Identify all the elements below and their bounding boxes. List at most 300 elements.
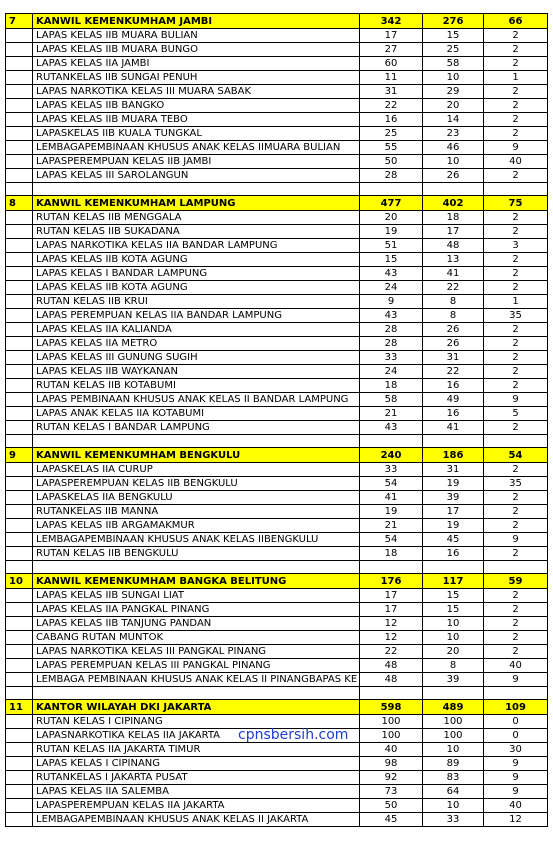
value-c[interactable]: 2: [484, 113, 548, 127]
unit-name[interactable]: LAPASNARKOTIKA KELAS IIA JAKARTA: [33, 729, 360, 743]
row-number[interactable]: [6, 295, 33, 309]
unit-name[interactable]: LAPAS KELAS IIB MUARA BUNGO: [33, 43, 360, 57]
value-a[interactable]: 100: [360, 729, 423, 743]
value-b[interactable]: 20: [423, 645, 484, 659]
unit-name[interactable]: LAPAS KELAS IIB WAYKANAN: [33, 365, 360, 379]
value-b[interactable]: 10: [423, 799, 484, 813]
region-total-c[interactable]: 59: [484, 574, 548, 589]
value-b[interactable]: 23: [423, 127, 484, 141]
empty-cell[interactable]: [484, 561, 548, 574]
value-b[interactable]: 64: [423, 785, 484, 799]
empty-cell[interactable]: [484, 687, 548, 700]
value-c[interactable]: 2: [484, 463, 548, 477]
unit-name[interactable]: LAPAS KELAS IIB KOTA AGUNG: [33, 253, 360, 267]
unit-name[interactable]: LAPAS NARKOTIKA KELAS III MUARA SABAK: [33, 85, 360, 99]
value-c[interactable]: 5: [484, 407, 548, 421]
unit-name[interactable]: RUTAN KELAS IIB MENGGALA: [33, 211, 360, 225]
value-a[interactable]: 33: [360, 351, 423, 365]
value-c[interactable]: 2: [484, 351, 548, 365]
value-b[interactable]: 16: [423, 379, 484, 393]
region-total-b[interactable]: 276: [423, 14, 484, 29]
value-a[interactable]: 21: [360, 407, 423, 421]
empty-cell[interactable]: [423, 183, 484, 196]
value-c[interactable]: 12: [484, 813, 548, 827]
value-a[interactable]: 17: [360, 603, 423, 617]
value-b[interactable]: 19: [423, 519, 484, 533]
region-number[interactable]: 7: [6, 14, 33, 29]
row-number[interactable]: [6, 519, 33, 533]
row-number[interactable]: [6, 127, 33, 141]
value-c[interactable]: 2: [484, 617, 548, 631]
value-a[interactable]: 9: [360, 295, 423, 309]
value-c[interactable]: 1: [484, 295, 548, 309]
value-c[interactable]: 40: [484, 799, 548, 813]
value-c[interactable]: 2: [484, 281, 548, 295]
region-total-b[interactable]: 489: [423, 700, 484, 715]
value-c[interactable]: 9: [484, 141, 548, 155]
value-b[interactable]: 26: [423, 337, 484, 351]
value-b[interactable]: 15: [423, 589, 484, 603]
row-number[interactable]: [6, 43, 33, 57]
value-c[interactable]: 2: [484, 253, 548, 267]
value-a[interactable]: 17: [360, 29, 423, 43]
unit-name[interactable]: LEMBAGA PEMBINAAN KHUSUS ANAK KELAS II PINANGBAPAS KE: [33, 673, 360, 687]
value-b[interactable]: 15: [423, 29, 484, 43]
value-c[interactable]: 2: [484, 85, 548, 99]
value-b[interactable]: 8: [423, 309, 484, 323]
value-c[interactable]: 2: [484, 379, 548, 393]
value-a[interactable]: 28: [360, 323, 423, 337]
region-total-a[interactable]: 240: [360, 448, 423, 463]
value-a[interactable]: 24: [360, 281, 423, 295]
row-number[interactable]: [6, 645, 33, 659]
value-a[interactable]: 22: [360, 645, 423, 659]
value-c[interactable]: 2: [484, 631, 548, 645]
value-b[interactable]: 17: [423, 225, 484, 239]
unit-name[interactable]: LAPASKELAS IIA BENGKULU: [33, 491, 360, 505]
value-a[interactable]: 43: [360, 309, 423, 323]
region-total-a[interactable]: 176: [360, 574, 423, 589]
unit-name[interactable]: LAPAS NARKOTIKA KELAS IIA BANDAR LAMPUNG: [33, 239, 360, 253]
value-b[interactable]: 8: [423, 295, 484, 309]
value-c[interactable]: 3: [484, 239, 548, 253]
value-a[interactable]: 28: [360, 337, 423, 351]
value-c[interactable]: 35: [484, 309, 548, 323]
unit-name[interactable]: LAPAS KELAS IIA KALIANDA: [33, 323, 360, 337]
unit-name[interactable]: LAPAS KELAS IIB MUARA BULIAN: [33, 29, 360, 43]
row-number[interactable]: [6, 379, 33, 393]
row-number[interactable]: [6, 673, 33, 687]
row-number[interactable]: [6, 603, 33, 617]
value-c[interactable]: 2: [484, 547, 548, 561]
row-number[interactable]: [6, 141, 33, 155]
unit-name[interactable]: LAPAS KELAS III GUNUNG SUGIH: [33, 351, 360, 365]
value-c[interactable]: 35: [484, 477, 548, 491]
value-c[interactable]: 2: [484, 99, 548, 113]
value-b[interactable]: 20: [423, 99, 484, 113]
table-row: [6, 309, 548, 323]
row-number[interactable]: [6, 29, 33, 43]
value-b[interactable]: 14: [423, 113, 484, 127]
value-a[interactable]: 100: [360, 715, 423, 729]
value-c[interactable]: 9: [484, 785, 548, 799]
row-number[interactable]: [6, 225, 33, 239]
value-c[interactable]: 40: [484, 155, 548, 169]
table-row: [6, 673, 548, 687]
row-number[interactable]: [6, 57, 33, 71]
value-a[interactable]: 20: [360, 211, 423, 225]
row-number[interactable]: [6, 407, 33, 421]
value-a[interactable]: 41: [360, 491, 423, 505]
value-a[interactable]: 51: [360, 239, 423, 253]
unit-name[interactable]: LEMBAGAPEMBINAAN KHUSUS ANAK KELAS IIMUARA BULIAN: [33, 141, 360, 155]
value-c[interactable]: 2: [484, 43, 548, 57]
unit-name[interactable]: RUTANKELAS IIB MANNA: [33, 505, 360, 519]
row-number[interactable]: [6, 309, 33, 323]
region-number[interactable]: 8: [6, 196, 33, 211]
unit-name[interactable]: LEMBAGAPEMBINAAN KHUSUS ANAK KELAS IIBENGKULU: [33, 533, 360, 547]
empty-cell[interactable]: [423, 687, 484, 700]
value-a[interactable]: 45: [360, 813, 423, 827]
value-c[interactable]: 9: [484, 393, 548, 407]
unit-name[interactable]: LAPAS KELAS IIA JAMBI: [33, 57, 360, 71]
value-b[interactable]: 45: [423, 533, 484, 547]
unit-name[interactable]: LAPAS PEREMPUAN KELAS IIA BANDAR LAMPUNG: [33, 309, 360, 323]
value-b[interactable]: 58: [423, 57, 484, 71]
value-a[interactable]: 54: [360, 477, 423, 491]
unit-name[interactable]: LAPASKELAS IIA CURUP: [33, 463, 360, 477]
value-a[interactable]: 22: [360, 99, 423, 113]
value-a[interactable]: 48: [360, 673, 423, 687]
value-c[interactable]: 9: [484, 771, 548, 785]
region-total-c[interactable]: 109: [484, 700, 548, 715]
value-b[interactable]: 16: [423, 547, 484, 561]
value-b[interactable]: 83: [423, 771, 484, 785]
empty-cell[interactable]: [33, 435, 360, 448]
row-number[interactable]: [6, 421, 33, 435]
empty-cell[interactable]: [360, 183, 423, 196]
unit-name[interactable]: LAPASKELAS IIB KUALA TUNGKAL: [33, 127, 360, 141]
value-a[interactable]: 43: [360, 421, 423, 435]
value-a[interactable]: 43: [360, 267, 423, 281]
value-b[interactable]: 10: [423, 617, 484, 631]
row-number[interactable]: [6, 337, 33, 351]
value-b[interactable]: 16: [423, 407, 484, 421]
value-a[interactable]: 98: [360, 757, 423, 771]
empty-cell[interactable]: [6, 561, 33, 574]
row-number[interactable]: [6, 211, 33, 225]
region-number[interactable]: 9: [6, 448, 33, 463]
value-c[interactable]: 2: [484, 505, 548, 519]
row-number[interactable]: [6, 813, 33, 827]
value-c[interactable]: 2: [484, 211, 548, 225]
row-number[interactable]: [6, 71, 33, 85]
unit-name[interactable]: RUTAN KELAS IIB BENGKULU: [33, 547, 360, 561]
value-a[interactable]: 11: [360, 71, 423, 85]
region-total-b[interactable]: 117: [423, 574, 484, 589]
unit-name[interactable]: RUTAN KELAS IIA JAKARTA TIMUR: [33, 743, 360, 757]
table-row: [6, 603, 548, 617]
empty-cell[interactable]: [6, 183, 33, 196]
value-b[interactable]: 46: [423, 141, 484, 155]
value-a[interactable]: 19: [360, 225, 423, 239]
value-c[interactable]: 9: [484, 757, 548, 771]
unit-name[interactable]: LAPAS KELAS IIA PANGKAL PINANG: [33, 603, 360, 617]
value-a[interactable]: 12: [360, 631, 423, 645]
region-total-c[interactable]: 54: [484, 448, 548, 463]
row-number[interactable]: [6, 267, 33, 281]
row-number[interactable]: [6, 281, 33, 295]
unit-name[interactable]: LAPASPEREMPUAN KELAS IIB BENGKULU: [33, 477, 360, 491]
empty-cell[interactable]: [6, 687, 33, 700]
value-b[interactable]: 10: [423, 743, 484, 757]
unit-name[interactable]: LAPAS KELAS IIB TANJUNG PANDAN: [33, 617, 360, 631]
region-name[interactable]: KANTOR WILAYAH DKI JAKARTA: [33, 700, 360, 715]
value-b[interactable]: 41: [423, 421, 484, 435]
row-number[interactable]: [6, 99, 33, 113]
value-b[interactable]: 29: [423, 85, 484, 99]
row-number[interactable]: [6, 589, 33, 603]
value-c[interactable]: 0: [484, 729, 548, 743]
table-row: [6, 743, 548, 757]
row-number[interactable]: [6, 659, 33, 673]
value-c[interactable]: 2: [484, 169, 548, 183]
row-number[interactable]: [6, 253, 33, 267]
region-total-c[interactable]: 75: [484, 196, 548, 211]
value-c[interactable]: 2: [484, 57, 548, 71]
value-a[interactable]: 73: [360, 785, 423, 799]
value-a[interactable]: 40: [360, 743, 423, 757]
unit-name[interactable]: LAPAS KELAS I BANDAR LAMPUNG: [33, 267, 360, 281]
value-b[interactable]: 19: [423, 477, 484, 491]
unit-name[interactable]: LAPAS PEREMPUAN KELAS III PANGKAL PINANG: [33, 659, 360, 673]
value-a[interactable]: 50: [360, 155, 423, 169]
row-number[interactable]: [6, 365, 33, 379]
unit-name[interactable]: LAPAS KELAS IIB ARGAMAKMUR: [33, 519, 360, 533]
unit-name[interactable]: LAPAS KELAS I CIPINANG: [33, 757, 360, 771]
row-number[interactable]: [6, 771, 33, 785]
value-c[interactable]: 2: [484, 365, 548, 379]
value-c[interactable]: 2: [484, 29, 548, 43]
value-a[interactable]: 55: [360, 141, 423, 155]
value-b[interactable]: 17: [423, 505, 484, 519]
value-a[interactable]: 54: [360, 533, 423, 547]
empty-cell[interactable]: [360, 435, 423, 448]
value-a[interactable]: 92: [360, 771, 423, 785]
row-number[interactable]: [6, 351, 33, 365]
table-row: [6, 379, 548, 393]
value-a[interactable]: 16: [360, 113, 423, 127]
region-number[interactable]: 10: [6, 574, 33, 589]
value-a[interactable]: 18: [360, 379, 423, 393]
value-c[interactable]: 2: [484, 645, 548, 659]
value-a[interactable]: 17: [360, 589, 423, 603]
unit-name[interactable]: LAPAS KELAS IIB KOTA AGUNG: [33, 281, 360, 295]
region-name[interactable]: KANWIL KEMENKUMHAM BANGKA BELITUNG: [33, 574, 360, 589]
value-a[interactable]: 48: [360, 659, 423, 673]
value-c[interactable]: 2: [484, 421, 548, 435]
value-a[interactable]: 58: [360, 393, 423, 407]
value-c[interactable]: 2: [484, 589, 548, 603]
value-a[interactable]: 27: [360, 43, 423, 57]
table-row: [6, 99, 548, 113]
unit-name[interactable]: LAPAS KELAS III SAROLANGUN: [33, 169, 360, 183]
row-number[interactable]: [6, 491, 33, 505]
value-c[interactable]: 2: [484, 225, 548, 239]
value-b[interactable]: 13: [423, 253, 484, 267]
row-number[interactable]: [6, 505, 33, 519]
value-c[interactable]: 2: [484, 267, 548, 281]
unit-name[interactable]: LAPAS KELAS IIA METRO: [33, 337, 360, 351]
region-name[interactable]: KANWIL KEMENKUMHAM BENGKULU: [33, 448, 360, 463]
value-a[interactable]: 24: [360, 365, 423, 379]
value-b[interactable]: 33: [423, 813, 484, 827]
table-row: [6, 351, 548, 365]
row-number[interactable]: [6, 547, 33, 561]
value-c[interactable]: 2: [484, 519, 548, 533]
unit-name[interactable]: LAPAS KELAS IIA SALEMBA: [33, 785, 360, 799]
value-a[interactable]: 25: [360, 127, 423, 141]
value-a[interactable]: 19: [360, 505, 423, 519]
value-b[interactable]: 100: [423, 715, 484, 729]
value-b[interactable]: 41: [423, 267, 484, 281]
value-c[interactable]: 2: [484, 323, 548, 337]
value-a[interactable]: 31: [360, 85, 423, 99]
value-b[interactable]: 89: [423, 757, 484, 771]
row-number[interactable]: [6, 463, 33, 477]
value-c[interactable]: 2: [484, 603, 548, 617]
value-b[interactable]: 48: [423, 239, 484, 253]
empty-cell[interactable]: [360, 687, 423, 700]
row-number[interactable]: [6, 477, 33, 491]
value-b[interactable]: 31: [423, 463, 484, 477]
region-total-a[interactable]: 598: [360, 700, 423, 715]
value-b[interactable]: 8: [423, 659, 484, 673]
region-total-a[interactable]: 477: [360, 196, 423, 211]
value-b[interactable]: 22: [423, 281, 484, 295]
unit-name[interactable]: CABANG RUTAN MUNTOK: [33, 631, 360, 645]
row-number[interactable]: [6, 323, 33, 337]
row-number[interactable]: [6, 715, 33, 729]
unit-name[interactable]: RUTAN KELAS I BANDAR LAMPUNG: [33, 421, 360, 435]
row-number[interactable]: [6, 631, 33, 645]
unit-name[interactable]: LAPAS ANAK KELAS IIA KOTABUMI: [33, 407, 360, 421]
value-b[interactable]: 26: [423, 323, 484, 337]
value-a[interactable]: 15: [360, 253, 423, 267]
unit-name[interactable]: RUTAN KELAS IIB SUKADANA: [33, 225, 360, 239]
empty-cell[interactable]: [484, 183, 548, 196]
region-total-b[interactable]: 402: [423, 196, 484, 211]
unit-name[interactable]: LAPAS KELAS IIB MUARA TEBO: [33, 113, 360, 127]
value-b[interactable]: 15: [423, 603, 484, 617]
table-row: [6, 337, 548, 351]
value-b[interactable]: 10: [423, 155, 484, 169]
value-a[interactable]: 33: [360, 463, 423, 477]
value-c[interactable]: 30: [484, 743, 548, 757]
row-number[interactable]: [6, 113, 33, 127]
value-b[interactable]: 26: [423, 169, 484, 183]
unit-name[interactable]: LAPAS KELAS IIB SUNGAI LIAT: [33, 589, 360, 603]
table-row: [6, 239, 548, 253]
region-total-c[interactable]: 66: [484, 14, 548, 29]
value-c[interactable]: 1: [484, 71, 548, 85]
value-c[interactable]: 2: [484, 337, 548, 351]
row-number[interactable]: [6, 617, 33, 631]
region-name[interactable]: KANWIL KEMENKUMHAM LAMPUNG: [33, 196, 360, 211]
row-number[interactable]: [6, 533, 33, 547]
empty-cell[interactable]: [484, 435, 548, 448]
value-c[interactable]: 2: [484, 127, 548, 141]
empty-cell[interactable]: [360, 561, 423, 574]
value-c[interactable]: 2: [484, 491, 548, 505]
table-row: [6, 57, 548, 71]
unit-name[interactable]: LAPAS PEMBINAAN KHUSUS ANAK KELAS II BANDAR LAMPUNG: [33, 393, 360, 407]
empty-cell[interactable]: [33, 183, 360, 196]
unit-name[interactable]: LAPAS KELAS IIB BANGKO: [33, 99, 360, 113]
row-number[interactable]: [6, 743, 33, 757]
unit-name[interactable]: LAPASPEREMPUAN KELAS IIB JAMBI: [33, 155, 360, 169]
region-total-a[interactable]: 342: [360, 14, 423, 29]
row-number[interactable]: [6, 393, 33, 407]
empty-cell[interactable]: [33, 561, 360, 574]
empty-cell[interactable]: [423, 561, 484, 574]
value-b[interactable]: 39: [423, 491, 484, 505]
row-number[interactable]: [6, 757, 33, 771]
unit-name[interactable]: RUTANKELAS I JAKARTA PUSAT: [33, 771, 360, 785]
value-a[interactable]: 21: [360, 519, 423, 533]
value-b[interactable]: 10: [423, 631, 484, 645]
row-number[interactable]: [6, 169, 33, 183]
empty-cell[interactable]: [423, 435, 484, 448]
empty-cell[interactable]: [33, 687, 360, 700]
value-a[interactable]: 28: [360, 169, 423, 183]
value-a[interactable]: 18: [360, 547, 423, 561]
unit-name[interactable]: LAPAS NARKOTIKA KELAS III PANGKAL PINANG: [33, 645, 360, 659]
value-a[interactable]: 50: [360, 799, 423, 813]
value-b[interactable]: 49: [423, 393, 484, 407]
value-a[interactable]: 12: [360, 617, 423, 631]
region-total-b[interactable]: 186: [423, 448, 484, 463]
value-b[interactable]: 100: [423, 729, 484, 743]
row-number[interactable]: [6, 799, 33, 813]
region-number[interactable]: 11: [6, 700, 33, 715]
value-c[interactable]: 9: [484, 533, 548, 547]
value-c[interactable]: 0: [484, 715, 548, 729]
value-b[interactable]: 31: [423, 351, 484, 365]
row-number[interactable]: [6, 155, 33, 169]
unit-name[interactable]: LEMBAGAPEMBINAAN KHUSUS ANAK KELAS II JAKARTA: [33, 813, 360, 827]
row-number[interactable]: [6, 85, 33, 99]
region-name[interactable]: KANWIL KEMENKUMHAM JAMBI: [33, 14, 360, 29]
unit-name[interactable]: RUTAN KELAS IIB KOTABUMI: [33, 379, 360, 393]
value-a[interactable]: 60: [360, 57, 423, 71]
unit-name[interactable]: LAPASPEREMPUAN KELAS IIA JAKARTA: [33, 799, 360, 813]
unit-name[interactable]: RUTANKELAS IIB SUNGAI PENUH: [33, 71, 360, 85]
unit-name[interactable]: RUTAN KELAS IIB KRUI: [33, 295, 360, 309]
value-b[interactable]: 10: [423, 71, 484, 85]
value-c[interactable]: 9: [484, 673, 548, 687]
row-number[interactable]: [6, 785, 33, 799]
row-number[interactable]: [6, 239, 33, 253]
value-c[interactable]: 40: [484, 659, 548, 673]
value-b[interactable]: 39: [423, 673, 484, 687]
value-b[interactable]: 18: [423, 211, 484, 225]
value-b[interactable]: 25: [423, 43, 484, 57]
unit-name[interactable]: RUTAN KELAS I CIPINANG: [33, 715, 360, 729]
value-b[interactable]: 22: [423, 365, 484, 379]
row-number[interactable]: [6, 729, 33, 743]
empty-cell[interactable]: [6, 435, 33, 448]
